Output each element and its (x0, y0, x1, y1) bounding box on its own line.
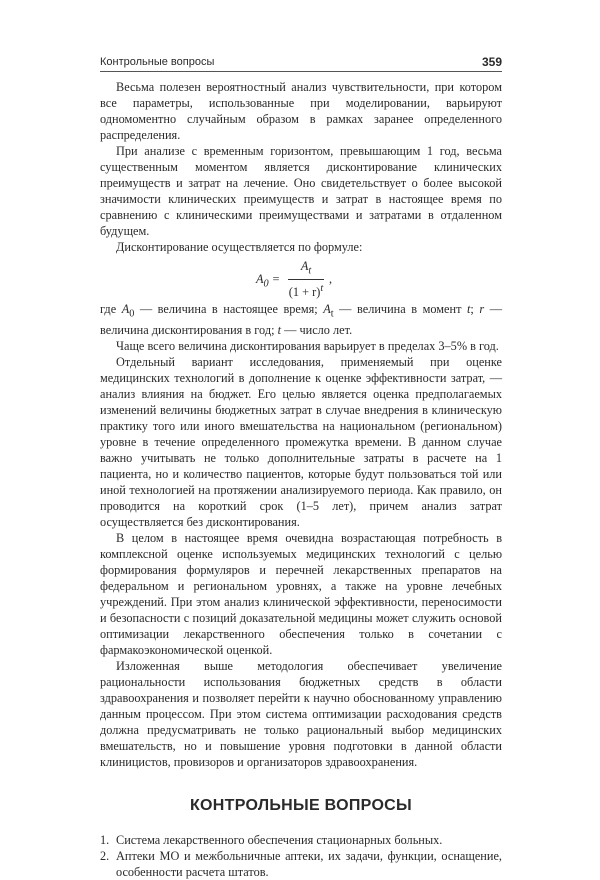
page-number: 359 (481, 55, 502, 69)
section-heading: КОНТРОЛЬНЫЕ ВОПРОСЫ (189, 797, 413, 815)
formula-denominator: $(1 + r)^t$ (288, 283, 324, 300)
paragraph-methodology: Изложенная выше методология обеспечивает увеличение рациональности использования бюджетных средств в области здравоохранения и позволяет перейти к научно обоснованному управлению данным процессом. При этом система оптимизации расходования средств должна предусматривать не только рациональный выбор медицинских вмешательств, но и повышение уровня подготовки в данной области клиницистов, провизоров и организаторов здравоохранения. (100, 659, 502, 770)
list-item (100, 832, 502, 848)
question-number: 2. (100, 849, 110, 864)
formula-lhs: $A_0$ = (256, 272, 281, 290)
question-text: Аптеки МО и межбольничные аптеки, их задачи, функции, оснащение, особенности расчета штатов. (116, 849, 502, 880)
main-text (100, 79, 502, 880)
discount-formula (100, 259, 502, 299)
paragraph-formula-intro: Дисконтирование осуществляется по формуле: (116, 240, 363, 254)
list-item (100, 848, 502, 880)
paragraph-sensitivity: Весьма полезен вероятностный анализ чувствительности, при котором все параметры, использованные при моделировании, варьируют одномоментно случайным образом в рамках заранее определенного распределения. (100, 80, 502, 142)
paragraph-time-horizon: При анализе с временным горизонтом, превышающим 1 год, весьма существенным моментом является дисконтирование клинических преимуществ и затрат на лечение. Оно свидетельствует о более высокой значимости клинических преимуществ и затрат в настоящее время по сравнению с клиническими преимуществами и затратами в отдаленном будущем. (100, 144, 502, 238)
questions-list (100, 832, 502, 880)
paragraph-complex-assessment: В целом в настоящее время очевидна возрастающая потребность в комплексной оценке используемых медицинских технологий с целью формирования формуляров и перечней лекарственных препаратов на федеральном и региональном уровнях, а также на уровне лечебных учреждений. При этом анализ клинической эффективности, переносимости и безопасности с позиций доказательной медицины может служить основой оптимизации лекарственного обеспечения только в сочетании с фармакоэкономической оценкой. (100, 531, 502, 658)
header-rule (100, 71, 502, 72)
running-header (100, 52, 502, 72)
running-title: Контрольные вопросы (100, 56, 215, 68)
formula-fraction (286, 259, 326, 301)
formula-comma: , (329, 272, 333, 286)
paragraph-variable-definitions: где $A_0$ — величина в настоящее время; $A_t$ — величина в момент t; r — величина дисконтирования в год; t — число лет. (100, 302, 502, 338)
paragraph-budget-impact: Отдельный вариант исследования, применяемый при оценке медицинских технологий в дополнение к оценке эффективности затрат, — анализ влияния на бюджет. Его целью является оценка предполагаемых изменений величины бюджетных затрат в случае внедрения в клиническую практику того или иного вмешательства на национальном (региональном) уровне в течение определенного промежутка времени. В данном случае важно учитывать не только дополнительные затраты в расчете на 1 пациента, но и количество пациентов, которые будут пользоваться той или иной технологией на протяжении анализируемого периода. Как правило, он проводится на короткий срок (1–5 лет), причем анализ затрат осуществляется без дисконтирования. (100, 355, 502, 530)
paragraph-discount-rate: Чаще всего величина дисконтирования варьирует в пределах 3–5% в год. (116, 339, 499, 354)
question-text: Система лекарственного обеспечения стационарных больных. (116, 833, 443, 848)
fraction-bar (288, 279, 324, 280)
formula-numerator: $A_t$ (300, 259, 312, 277)
question-number: 1. (100, 833, 110, 848)
